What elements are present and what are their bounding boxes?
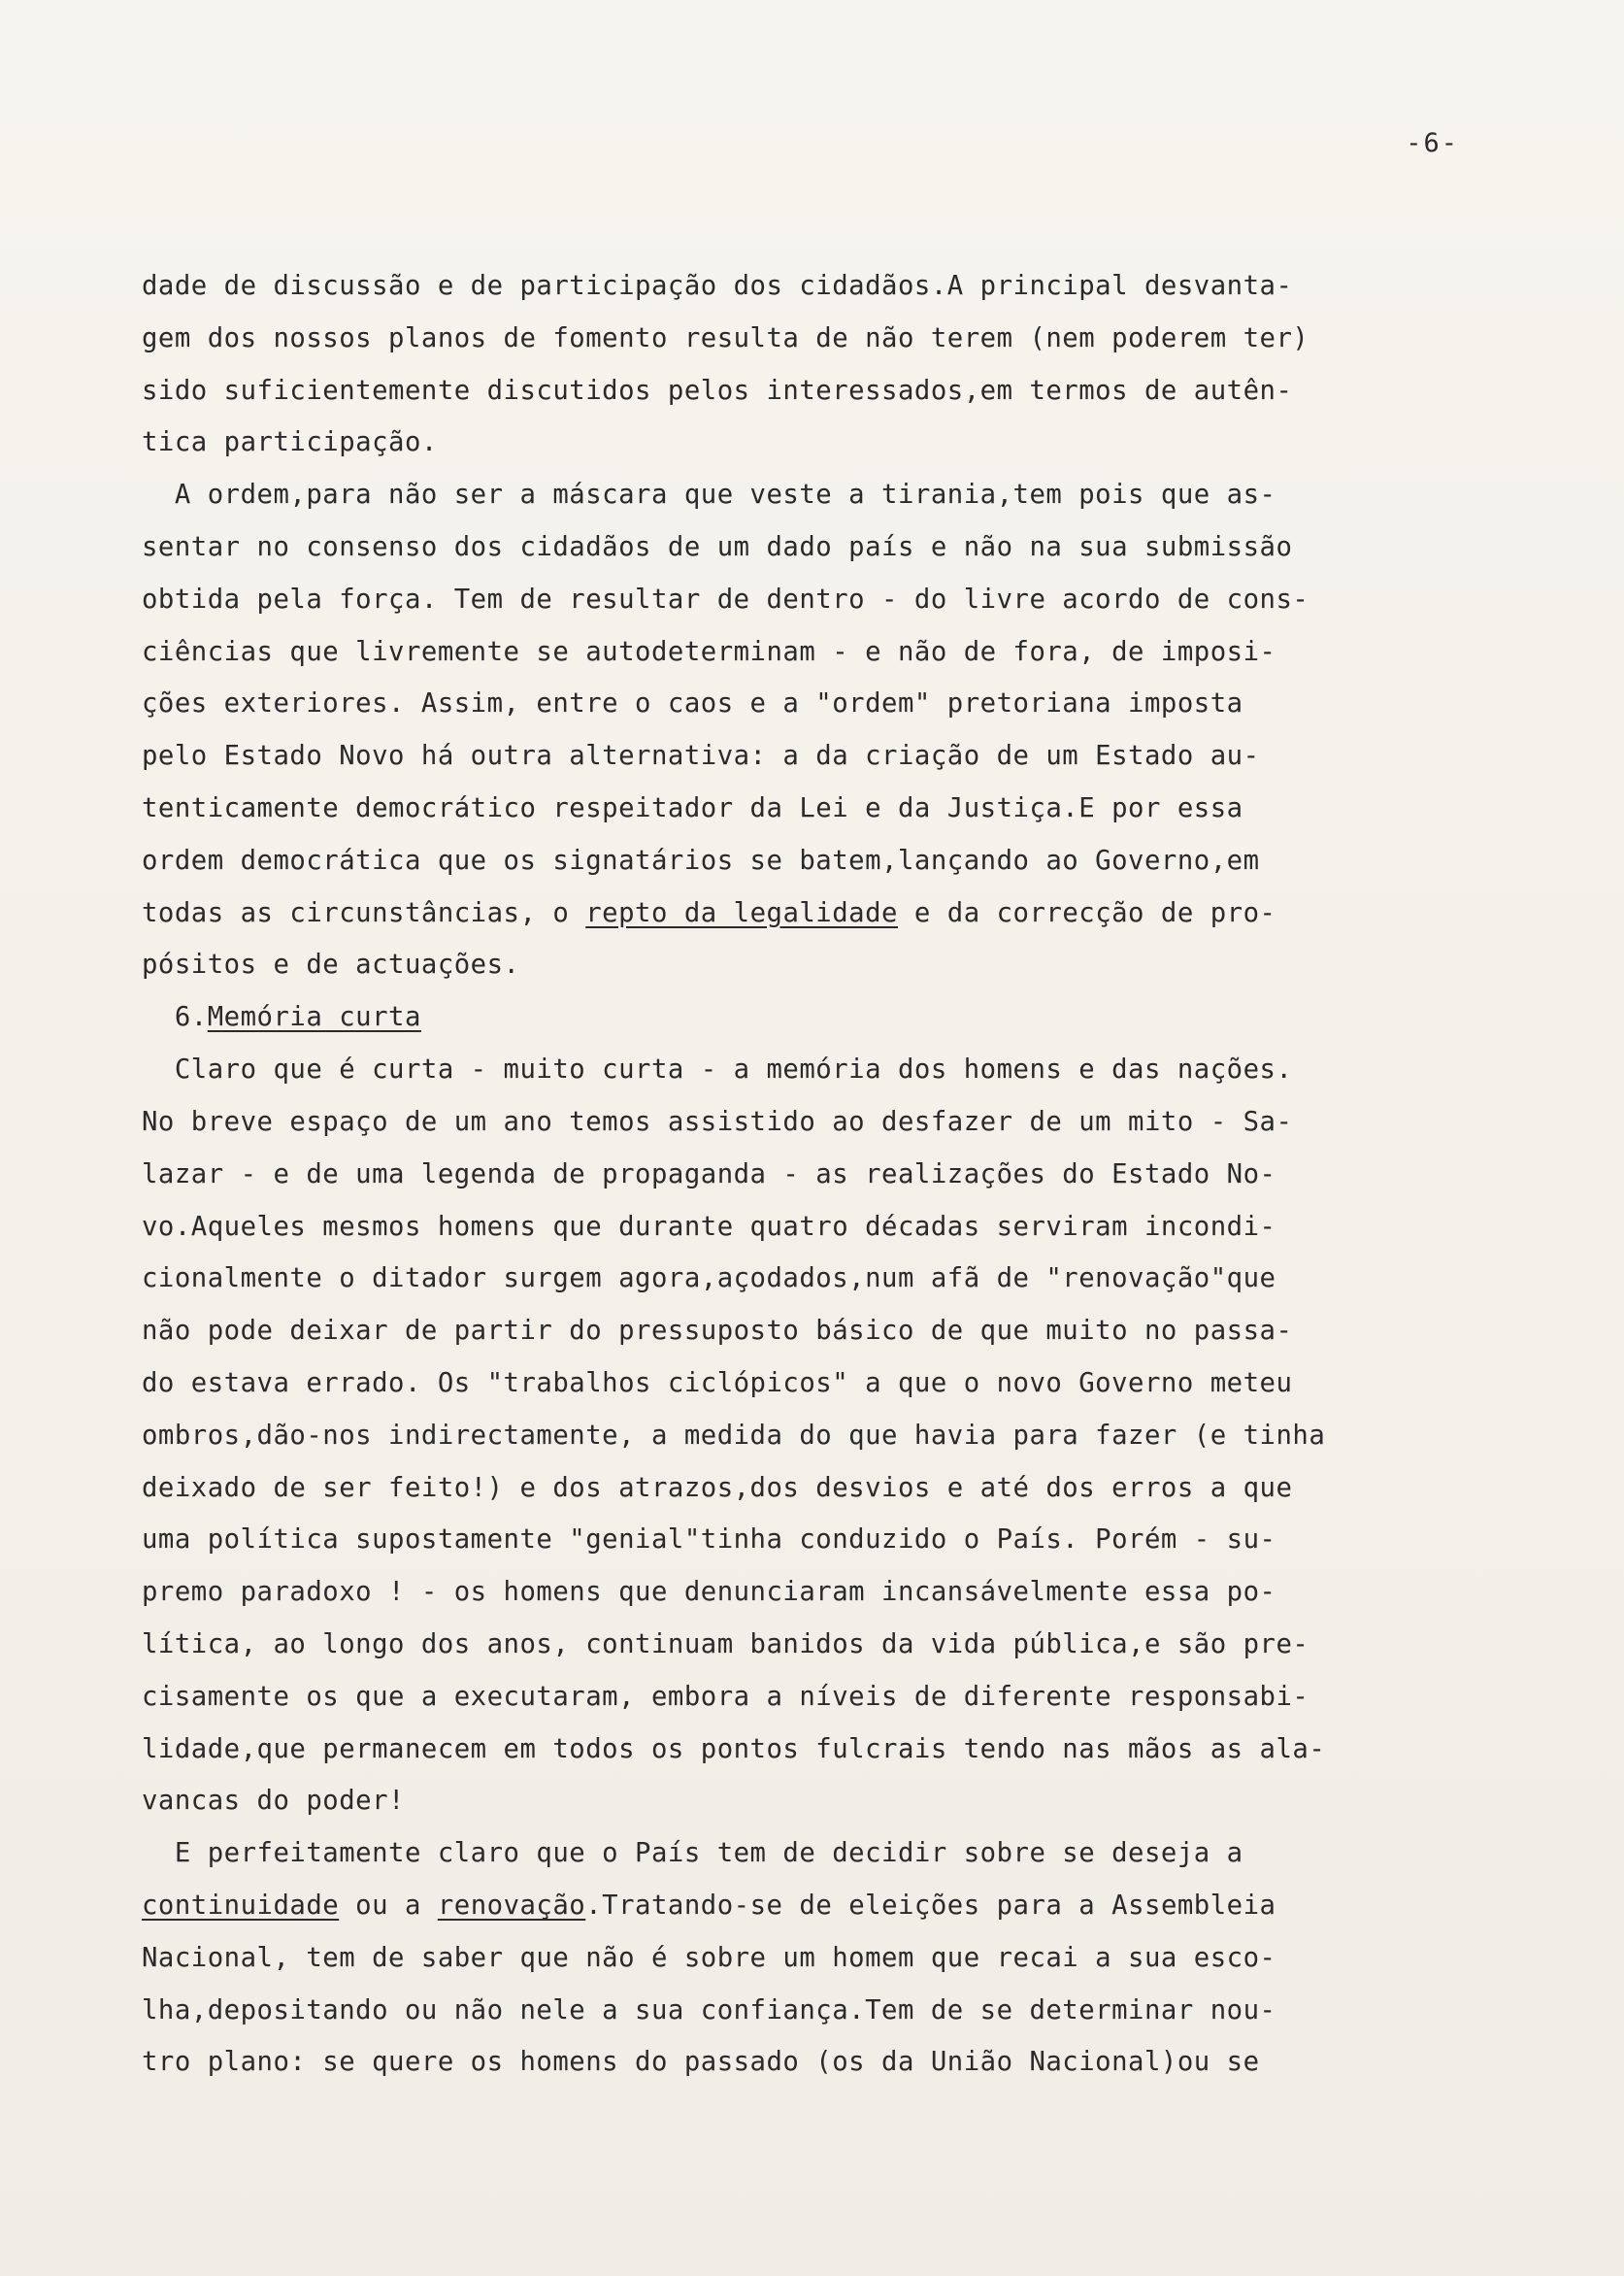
text-segment: todas as circunstâncias, o: [142, 897, 586, 928]
text-line: ciências que livremente se autodeterminam - e não de fora, de imposi-: [142, 636, 1276, 667]
text-line: sentar no consenso dos cidadãos de um dado país e não na sua submissão: [142, 531, 1293, 562]
text-line: ombros,dão-nos indirectamente, a medida do que havia para fazer (e tinha: [142, 1420, 1326, 1451]
body-text: [142, 260, 1520, 2089]
text-line: gem dos nossos planos de fomento resulta de não terem (nem poderem ter): [142, 322, 1309, 353]
text-line: [142, 887, 1520, 940]
text-line: pósitos e de actuações.: [142, 950, 520, 981]
text-line: ções exteriores. Assim, entre o caos e a "ordem" pretoriana imposta: [142, 688, 1243, 720]
page-number: -6-: [1406, 128, 1459, 158]
text-line: dade de discussão e de participação dos cidadãos.A principal desvanta-: [142, 271, 1293, 301]
text-line: do estava errado. Os "trabalhos ciclópicos" a que o novo Governo meteu: [142, 1367, 1293, 1398]
text-line: lidade,que permanecem em todos os pontos fulcrais tendo nas mãos as ala-: [142, 1733, 1326, 1764]
section-title: Memória curta: [207, 1002, 421, 1033]
text-line: obtida pela força. Tem de resultar de dentro - do livre acordo de cons-: [142, 584, 1309, 615]
text-segment: ou a: [339, 1890, 438, 1921]
text-line: premo paradoxo ! - os homens que denunciaram incansávelmente essa po-: [142, 1577, 1276, 1608]
underlined-phrase: renovação: [437, 1890, 586, 1921]
text-line: ordem democrática que os signatários se batem,lançando ao Governo,em: [142, 845, 1260, 876]
text-line: deixado de ser feito!) e dos atrazos,dos desvios e até dos erros a que: [142, 1472, 1293, 1503]
text-segment: e da correcção de pro-: [897, 897, 1276, 928]
text-line: No breve espaço de um ano temos assistido ao desfazer de um mito - Sa-: [142, 1106, 1293, 1137]
text-line: E perfeitamente claro que o País tem de decidir sobre se deseja a: [142, 1838, 1243, 1869]
text-line: [142, 1880, 1520, 1932]
text-segment: .Tratando-se de eleições para a Assembleia: [585, 1890, 1276, 1921]
text-line: lha,depositando ou não nele a sua confiança.Tem de se determinar nou-: [142, 1994, 1276, 2025]
section-heading: [142, 991, 1520, 1044]
text-line: não pode deixar de partir do pressuposto básico de que muito no passa-: [142, 1316, 1293, 1347]
text-line: A ordem,para não ser a máscara que veste a tirania,tem pois que as-: [142, 480, 1276, 511]
text-line: vancas do poder!: [142, 1786, 405, 1817]
section-number: 6.: [174, 1002, 208, 1033]
text-line: tica participação.: [142, 427, 438, 458]
underlined-phrase: continuidade: [142, 1890, 340, 1921]
text-line: lazar - e de uma legenda de propaganda - as realizações do Estado No-: [142, 1158, 1276, 1189]
text-line: vo.Aqueles mesmos homens que durante quatro décadas serviram incondi-: [142, 1211, 1276, 1242]
underlined-phrase: repto da legalidade: [585, 897, 898, 928]
text-line: uma política supostamente "genial"tinha conduzido o País. Porém - su-: [142, 1524, 1276, 1556]
text-line: Claro que é curta - muito curta - a memória dos homens e das nações.: [142, 1054, 1293, 1086]
text-line: tenticamente democrático respeitador da Lei e da Justiça.E por essa: [142, 792, 1243, 823]
text-line: sido suficientemente discutidos pelos interessados,em termos de autên-: [142, 375, 1293, 406]
text-line: cisamente os que a executaram, embora a níveis de diferente responsabi-: [142, 1681, 1309, 1712]
text-line: tro plano: se quere os homens do passado (os da União Nacional)ou se: [142, 2047, 1260, 2078]
text-line: cionalmente o ditador surgem agora,açodados,num afã de "renovação"que: [142, 1263, 1276, 1294]
text-line: pelo Estado Novo há outra alternativa: a da criação de um Estado au-: [142, 741, 1260, 772]
text-line: Nacional, tem de saber que não é sobre um homem que recai a sua esco-: [142, 1942, 1276, 1973]
text-line: lítica, ao longo dos anos, continuam banidos da vida pública,e são pre-: [142, 1628, 1309, 1659]
